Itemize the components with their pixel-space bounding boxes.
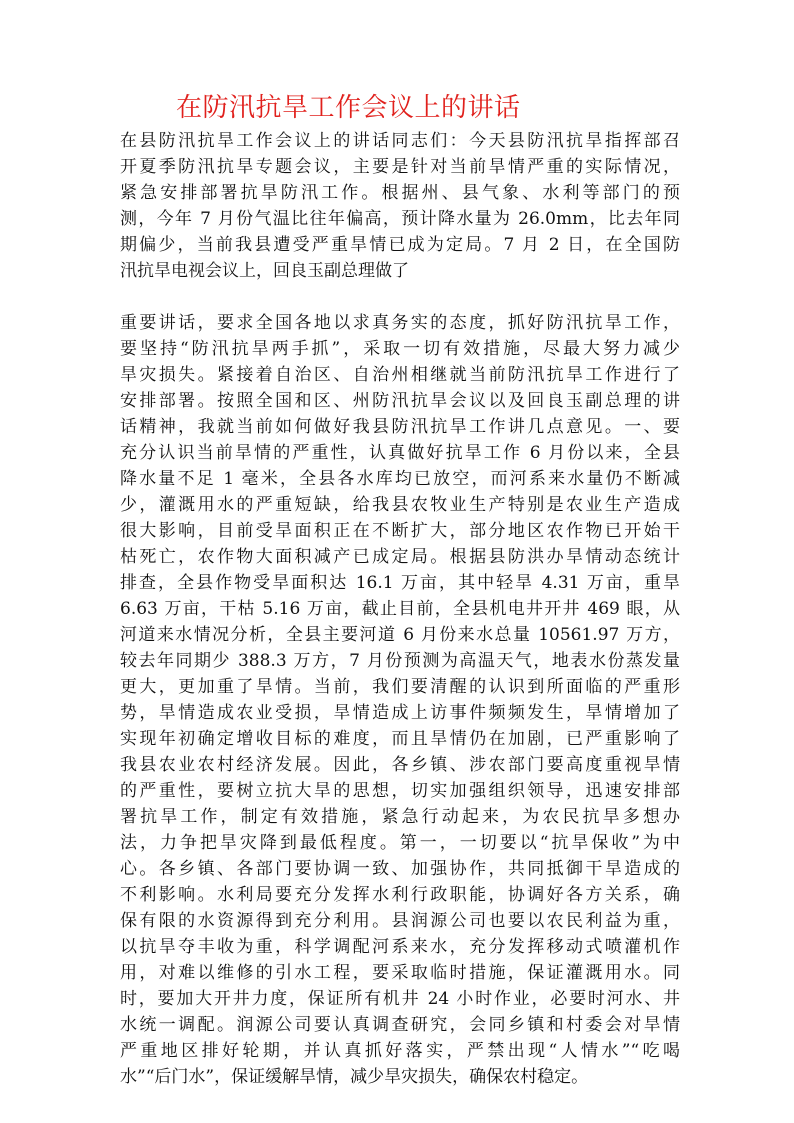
document-title: 在防汛抗旱工作会议上的讲话 <box>176 93 521 123</box>
text-line: 旱灾损失。紧接着自治区、自治州相继就当前防汛抗旱工作进行了 <box>120 365 680 385</box>
text-line: 紧急安排部署抗旱防汛工作。根据州、县气象、水利等部门的预 <box>120 183 680 203</box>
paragraph-1 <box>120 128 680 284</box>
text-line: 保有限的水资源得到充分利用。县润源公司也要以农民利益为重， <box>120 911 680 931</box>
text-line: 以抗旱夺丰收为重，科学调配河系来水，充分发挥移动式喷灌机作 <box>120 937 680 957</box>
text-line: 用，对难以维修的引水工程，要采取临时措施，保证灌溉用水。同 <box>120 963 680 983</box>
text-line: 汛抗旱电视会议上，回良玉副总理做了 <box>120 261 409 281</box>
text-line: 很大影响，目前受旱面积正在不断扩大，部分地区农作物已开始干 <box>120 521 680 541</box>
text-line: 测，今年 7 月份气温比往年偏高，预计降水量为 26.0mm，比去年同 <box>120 209 680 229</box>
text-line: 降水量不足 1 毫米，全县各水库均已放空，而河系来水量仍不断减 <box>120 469 680 489</box>
text-line: 充分认识当前旱情的严重性，认真做好抗旱工作 6 月份以来，全县 <box>120 443 680 463</box>
text-line: 严重地区排好轮期，并认真抓好落实，严禁出现“人情水”“吃喝 <box>120 1041 680 1061</box>
text-line: 少，灌溉用水的严重短缺，给我县农牧业生产特别是农业生产造成 <box>120 495 680 515</box>
text-line: 心。各乡镇、各部门要协调一致、加强协作，共同抵御干旱造成的 <box>120 859 680 879</box>
text-line: 水”“后门水”，保证缓解旱情，减少旱灾损失，确保农村稳定。 <box>120 1067 589 1087</box>
paragraph-gap <box>120 284 680 310</box>
text-line: 开夏季防汛抗旱专题会议，主要是针对当前旱情严重的实际情况， <box>120 157 680 177</box>
text-line: 重要讲话，要求全国各地以求真务实的态度，抓好防汛抗旱工作， <box>120 313 680 333</box>
text-line: 话精神，我就当前如何做好我县防汛抗旱工作讲几点意见。一、要 <box>120 417 680 437</box>
text-line: 法，力争把旱灾降到最低程度。第一，一切要以“抗旱保收”为中 <box>120 833 680 853</box>
text-line: 要坚持“防汛抗旱两手抓”，采取一切有效措施，尽最大努力减少 <box>120 339 680 359</box>
text-line: 水统一调配。润源公司要认真调查研究，会同乡镇和村委会对旱情 <box>120 1015 680 1035</box>
document-body <box>120 128 680 1090</box>
text-line: 实现年初确定增收目标的难度，而且旱情仍在加剧，已严重影响了 <box>120 729 680 749</box>
text-line: 不利影响。水利局要充分发挥水利行政职能，协调好各方关系，确 <box>120 885 680 905</box>
text-line: 安排部署。按照全国和区、州防汛抗旱会议以及回良玉副总理的讲 <box>120 391 680 411</box>
text-line: 较去年同期少 388.3 万方，7 月份预测为高温天气，地表水份蒸发量 <box>120 651 680 671</box>
text-line: 河道来水情况分析，全县主要河道 6 月份来水总量 10561.97 万方， <box>120 625 680 645</box>
text-line: 的严重性，要树立抗大旱的思想，切实加强组织领导，迅速安排部 <box>120 781 680 801</box>
text-line: 期偏少，当前我县遭受严重旱情已成为定局。7 月 2 日，在全国防 <box>120 235 680 255</box>
text-line: 署抗旱工作，制定有效措施，紧急行动起来，为农民抗旱多想办 <box>120 807 680 827</box>
text-line: 势，旱情造成农业受损，旱情造成上访事件频频发生，旱情增加了 <box>120 703 680 723</box>
text-line: 时，要加大开井力度，保证所有机井 24 小时作业，必要时河水、井 <box>120 989 680 1009</box>
text-line: 枯死亡，农作物大面积减产已成定局。根据县防洪办旱情动态统计 <box>120 547 680 567</box>
text-line: 在县防汛抗旱工作会议上的讲话同志们：今天县防汛抗旱指挥部召 <box>120 131 680 151</box>
text-line: 更大，更加重了旱情。当前，我们要清醒的认识到所面临的严重形 <box>120 677 680 697</box>
paragraph-2 <box>120 310 680 1090</box>
text-line: 我县农业农村经济发展。因此，各乡镇、涉农部门要高度重视旱情 <box>120 755 680 775</box>
text-line: 排查，全县作物受旱面积达 16.1 万亩，其中轻旱 4.31 万亩，重旱 <box>120 573 680 593</box>
text-line: 6.63 万亩，干枯 5.16 万亩，截止目前，全县机电井开井 469 眼，从 <box>120 599 680 619</box>
